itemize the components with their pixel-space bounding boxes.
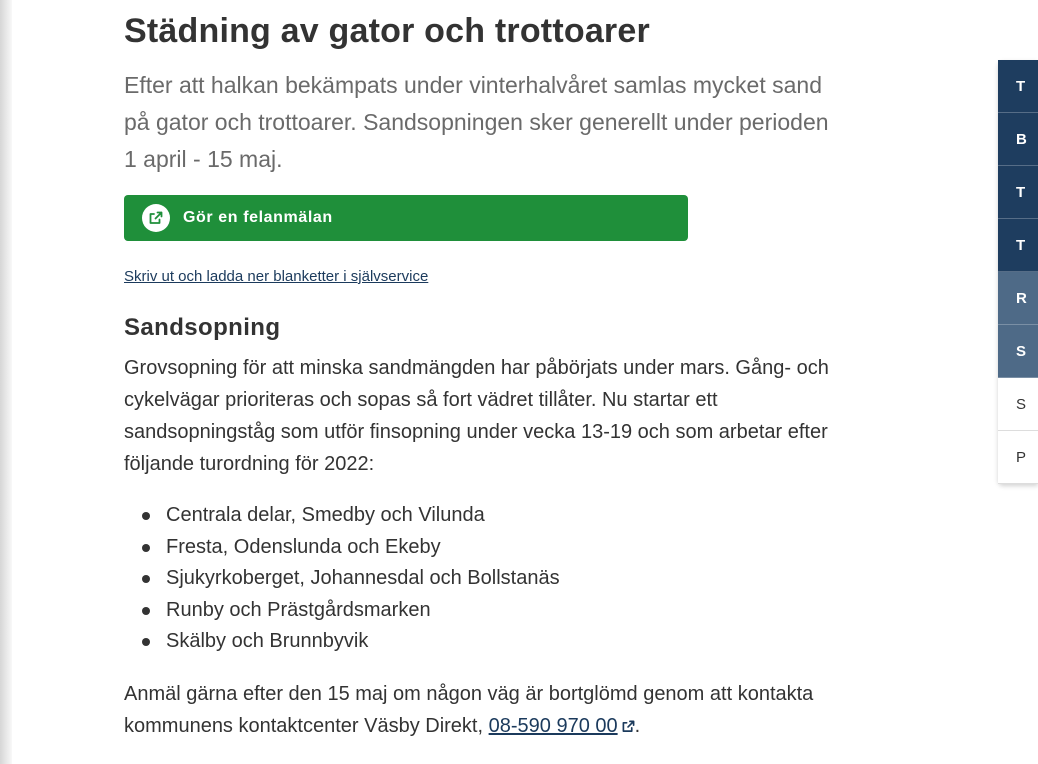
contact-text: Anmäl gärna efter den 15 maj om någon väg är bortglömd genom att kontakta kommunens kontaktcenter Väsby Direkt, <box>124 683 814 737</box>
side-nav-item[interactable]: T <box>998 166 1038 219</box>
side-nav-item[interactable]: B <box>998 113 1038 166</box>
side-nav-item[interactable]: S <box>998 378 1038 431</box>
list-item: Skälby och Brunnbyvik <box>142 626 560 658</box>
side-nav-item[interactable]: S <box>998 325 1038 378</box>
list-item: Fresta, Odenslunda och Ekeby <box>142 532 560 564</box>
selfservice-forms-link[interactable]: Skriv ut och ladda ner blanketter i självservice <box>124 268 429 285</box>
paragraph-schedule: Grovsopning för att minska sandmängden har påbörjats under mars. Gång- och cykelvägar prioriteras och sopas så fort vädret tillåter. Nu startar ett sandsopningståg som utför finsopning under vecka 13-19 och som arbetar efter följande turordning för 2022: <box>124 357 829 475</box>
report-issue-button-label: Gör en felanmälan <box>183 209 333 226</box>
report-issue-button[interactable] <box>124 195 688 241</box>
paragraph-contact <box>124 678 844 743</box>
side-nav-item[interactable]: P <box>998 431 1038 484</box>
section-title: Sandsopning <box>124 314 281 341</box>
list-item: Runby och Prästgårdsmarken <box>142 595 560 627</box>
side-nav-item[interactable]: T <box>998 219 1038 272</box>
external-link-icon <box>142 204 170 232</box>
side-nav-item[interactable]: T <box>998 60 1038 113</box>
area-list <box>142 500 560 658</box>
side-navigation <box>998 60 1038 484</box>
side-nav-item[interactable]: R <box>998 272 1038 325</box>
list-item: Sjukyrkoberget, Johannesdal och Bollstanäs <box>142 563 560 595</box>
page-title: Städning av gator och trottoarer <box>124 12 650 50</box>
external-link-icon <box>622 711 635 743</box>
phone-link[interactable] <box>489 715 635 737</box>
left-gutter <box>0 0 12 764</box>
phone-link-label: 08-590 970 00 <box>488 715 618 737</box>
lead-text: Efter att halkan bekämpats under vinterhalvåret samlas mycket sand på gator och trottoarer. Sandsopningen sker generellt under perioden 1 april - 15 maj. <box>124 72 829 172</box>
contact-text-end: . <box>634 715 641 737</box>
list-item: Centrala delar, Smedby och Vilunda <box>142 500 560 532</box>
